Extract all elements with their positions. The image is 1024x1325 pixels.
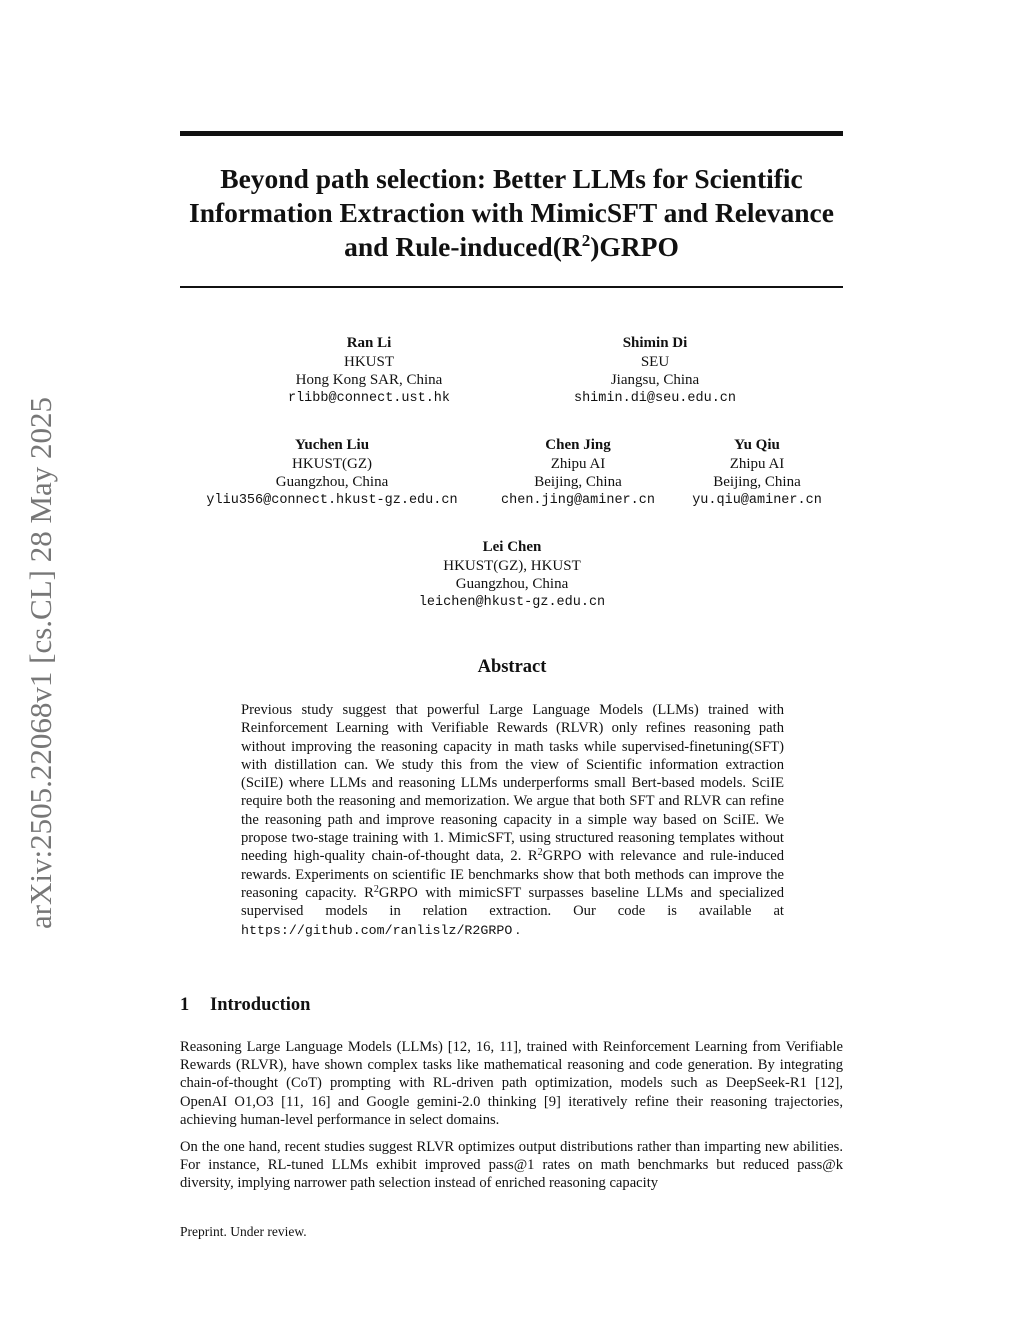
author-affiliation: SEU (640, 353, 670, 370)
author-block-ran-li (256, 334, 482, 408)
title-line-3-post: )GRPO (590, 231, 679, 262)
author-location: Guangzhou, China (275, 474, 389, 490)
author-name: Lei Chen (482, 539, 542, 555)
author-block-chen-jing (488, 436, 668, 510)
abstract-text-part-c: GRPO with mimicSFT surpasses baseline LLMs and specialized supervised models in relation extraction. Our code is available at (241, 884, 784, 920)
author-affiliation: HKUST(GZ), HKUST (443, 557, 581, 574)
abstract-text-part-a: Previous study suggest that powerful Large Language Models (LLMs) trained with Reinforcement Learning with Verifiable Rewards (RLVR) only refines reasoning path without improving the reasoning capacity in math tasks while supervised-finetuning(SFT) with distillation can. We study this from the view of Scientific information extraction (SciIE) where LLMs and reasoning LLMs underperforms small Bert-based models. SciIE require both the reasoning and memorization. We argue that both SFT and RLVR can refine the reasoning path and improve reasoning capacity in a simple way based on SciIE. We propose two-stage training with 1. MimicSFT, using structured reasoning templates without needing high-quality chain-of-thought data, 2. R (241, 702, 784, 865)
author-affiliation: Zhipu AI (729, 455, 785, 472)
author-name: Shimin Di (622, 335, 688, 351)
abstract-superscript: 2 (537, 847, 543, 859)
author-name: Yu Qiu (734, 437, 780, 453)
author-location: Hong Kong SAR, China (295, 372, 443, 388)
title-bottom-rule (180, 286, 843, 288)
author-block-yu-qiu (682, 436, 832, 510)
author-email[interactable]: rlibb@connect.ust.hk (287, 390, 451, 406)
author-email[interactable]: yliu356@connect.hkust-gz.edu.cn (206, 492, 458, 508)
abstract-text (241, 701, 784, 940)
title-line-3-pre: and Rule-induced(R (344, 231, 582, 262)
author-affiliation: HKUST(GZ) (292, 455, 372, 472)
author-block-yuchen-liu (192, 436, 472, 510)
abstract-text-part-b: GRPO with relevance and rule-induced rewards. Experiments on scientific IE benchmarks show that both methods can improve the reasoning capacity. R (241, 848, 784, 901)
arxiv-identifier-stamp: arXiv:2505.22068v1 [cs.CL] 28 May 2025 (23, 396, 58, 930)
author-block-shimin-di (535, 334, 775, 408)
author-name: Yuchen Liu (294, 437, 370, 453)
author-location: Guangzhou, China (455, 576, 569, 592)
section-title: Introduction (210, 995, 311, 1015)
author-location: Beijing, China (534, 474, 622, 490)
code-repository-link[interactable]: https://github.com/ranlislz/R2GRPO (241, 922, 513, 938)
abstract-text-end: . (515, 921, 520, 938)
title-line-2: Information Extraction with MimicSFT and Relevance (189, 197, 834, 228)
author-email[interactable]: chen.jing@aminer.cn (501, 492, 655, 508)
author-block-lei-chen (392, 538, 632, 612)
page-footer-note: Preprint. Under review. (180, 1224, 307, 1239)
title-top-rule (180, 131, 843, 136)
author-name: Ran Li (346, 335, 392, 351)
introduction-paragraph-2: On the one hand, recent studies suggest RLVR optimizes output distributions rather than imparting new abilities. For instance, RL-tuned LLMs exhibit improved pass@1 rates on math benchmarks but reduced pass@k diversity, implying narrower path selection instead of enriched reasoning capacity (180, 1139, 843, 1192)
author-location: Jiangsu, China (610, 372, 700, 388)
title-superscript: 2 (581, 231, 591, 250)
author-affiliation: Zhipu AI (550, 455, 606, 472)
section-number: 1 (180, 995, 190, 1015)
title-line-1: Beyond path selection: Better LLMs for Scientific (220, 163, 803, 194)
paper-title (170, 162, 853, 264)
author-email[interactable]: shimin.di@seu.edu.cn (573, 390, 737, 406)
section-heading-introduction (180, 995, 310, 1016)
author-name: Chen Jing (545, 437, 611, 453)
author-location: Beijing, China (713, 474, 801, 490)
abstract-superscript: 2 (373, 883, 379, 895)
author-email[interactable]: yu.qiu@aminer.cn (692, 492, 822, 508)
abstract-heading: Abstract (477, 657, 547, 677)
author-email[interactable]: leichen@hkust-gz.edu.cn (418, 594, 606, 610)
author-affiliation: HKUST (343, 353, 394, 370)
introduction-paragraph-1: Reasoning Large Language Models (LLMs) [12, 16, 11], trained with Reinforcement Learning from Verifiable Rewards (RLVR), have shown complex tasks like mathematical reasoning and code generation. By integrating chain-of-thought (CoT) prompting with RL-driven path optimization, models such as DeepSeek-R1 [12], OpenAI O1,O3 [11, 16] and Google gemini-2.0 thinking [9] iteratively refine their reasoning trajectories, achieving human-level performance in select domains. (180, 1039, 843, 1128)
